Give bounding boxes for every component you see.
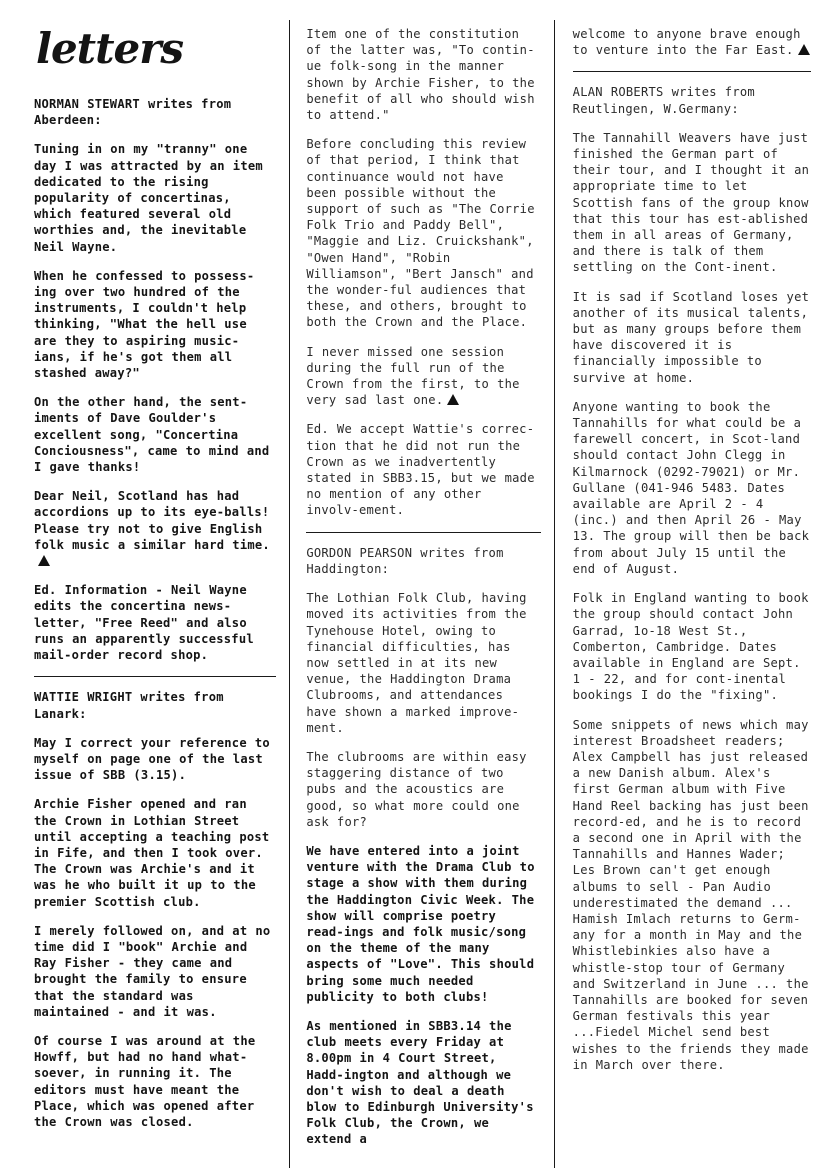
paragraph: As mentioned in SBB3.14 the club meets every Friday at 8.00pm in 4 Court Street, Hadd-ington and although we don't wish to deal a death blow to Edinburgh University's Folk Club, the Crown, we extend a [306, 1018, 534, 1147]
author-place: Lanark: [34, 706, 87, 721]
author-name: ALAN ROBERTS [572, 85, 664, 100]
end-of-letter-triangle-icon [798, 44, 810, 55]
author-intro: writes from [412, 545, 504, 560]
paragraph-text: Dear Neil, Scotland has had accordions up to its eye-balls! Please try not to give English folk music a similar hard time. [34, 489, 270, 552]
paragraph: On the other hand, the sent-iments of Dave Goulder's excellent song, "Concertina Conciousness", came to mind and I gave thanks! [34, 395, 270, 475]
letter-header-gordon-pearson [306, 545, 540, 577]
paragraph: Some snippets of news which may interest Broadsheet readers; Alex Campbell has just released a new Danish album. Alex's first German album with Five Hand Reel backing has just been record-ed, and he is to record a second one in April with the Tannahills and Hannes Wader; Les Brown can't get enough albums to sell - Pan Audio underestimated the demand ... Hamish Imlach returns to Germ-any for a month in May and the Whistlebinkies also have a whistle-stop tour of Germany and Switzerland in June ... the Tannahills are booked for seven German festivals this year ...Fiedel Michel send best wishes to the friends they made in March over there. [572, 717, 809, 1072]
paragraph-with-end-mark [573, 26, 811, 58]
paragraph-text: welcome to anyone brave enough to venture into the Far East. [572, 27, 801, 58]
end-of-letter-triangle-icon [38, 555, 50, 566]
paragraph: Of course I was around at the Howff, but had no hand what-soever, in running it. The editors must have meant the Place, which was opened after the Crown was closed. [34, 1033, 256, 1129]
page-title: letters [36, 24, 183, 73]
author-place: Aberdeen: [34, 113, 102, 128]
paragraph: May I correct your reference to myself on page one of the last issue of SBB (3.15). [34, 735, 270, 783]
paragraph-text: I never missed one session during the full run of the Crown from the first, to the very sad last one. [306, 344, 520, 408]
divider [34, 676, 276, 677]
column-three [557, 26, 811, 1158]
paragraph: Tuning in on my "tranny" one day I was attracted by an item dedicated to the rising popularity of concertinas, which featured several old worthies and, the inevitable Neil Wayne. [34, 142, 263, 254]
letter-header-alan-roberts [573, 84, 811, 116]
divider [306, 532, 540, 533]
paragraph: Anyone wanting to book the Tannahills for what could be a farewell concert, in Scot-land should contact John Clegg in Kilmarnock (0292-79021) or Mr. Gullane (041-946 5483. Dates available are April 2 - 4 (inc.) and then April 26 - May 13. The group will then be back from about July 15 until the end of August. [572, 399, 810, 576]
author-name: NORMAN STEWART [34, 97, 140, 111]
paragraph: It is sad if Scotland loses yet another of its musical talents, but as many groups before them have discovered it is financially impossible to survive at home. [572, 289, 810, 385]
author-place: Reutlingen, W.Germany: [572, 101, 739, 116]
letter-header-wattie-wright [34, 689, 276, 721]
author-intro: writes from [132, 690, 224, 705]
author-name: WATTIE WRIGHT [34, 690, 133, 705]
end-of-letter-triangle-icon [447, 394, 459, 405]
author-intro: writes from [139, 97, 232, 111]
paragraph-with-end-mark [34, 488, 276, 569]
paragraph: The Lothian Folk Club, having moved its activities from the Tynehouse Hotel, owing to financial difficulties, has now settled in at its new venue, the Haddington Drama Clubrooms, and attendances have shown a marked improve-ment. [306, 591, 527, 735]
paragraph: Folk in England wanting to book the group should contact John Garrad, 1o-18 West St., Comberton, Cambridge. Dates available in England are Sept. 1 - 22, and for cont-inental bookings I do the "fixing". [572, 591, 809, 703]
paragraph-with-end-mark [306, 344, 540, 409]
editor-note: Ed. We accept Wattie's correc-tion that he did not run the Crown as we inadvertently stated in SBB3.15, but we made no mention of any other involv-ement. [306, 422, 535, 518]
paragraph: The clubrooms are within easy staggering distance of two pubs and the acoustics are good, so what more could one ask for? [306, 749, 527, 829]
paragraph: When he confessed to possess-ing over two hundred of the instruments, I couldn't help thinking, "What the hell use are they to aspiring music-ians, if he's got them all stashed away?" [34, 268, 255, 381]
paragraph: The Tannahill Weavers have just finished the German part of their tour, and I thought it an appropriate time to let Scottish fans of the group know that this tour has est-ablished them in all areas of Germany, and there is talk of them settling on the Cont-inent. [572, 130, 810, 275]
author-name: GORDON PEARSON [306, 545, 413, 560]
column-one [34, 26, 292, 1158]
paragraph: Item one of the constitution of the latter was, "To contin-ue folk-song in the manner shown by Archie Fisher, to the benefit of all who should wish to attend." [306, 27, 535, 123]
divider [573, 71, 811, 72]
paragraph: Archie Fisher opened and ran the Crown in Lothian Street until accepting a teaching post in Fife, and then I took over. The Crown was Archie's and it was he who built it up to the premier Scottish club. [34, 797, 270, 909]
author-intro: writes from [663, 85, 755, 100]
letter-header-norman-stewart [34, 96, 276, 128]
paragraph: We have entered into a joint venture with the Drama Club to stage a show with them during the Haddington Civic Week. The show will comprise poetry read-ings and folk music/song on the theme of the many aspects of "Love". This should bring some much needed publicity to both clubs! [306, 843, 535, 1004]
paragraph: Before concluding this review of that period, I think that continuance would not have been possible without the support of such as "The Corrie Folk Trio and Paddy Bell", "Maggie and Liz. Cruickshank", "Owen Hand", "Robin Williamson", "Bert Jansch" and the wonder-ful audiences that these, and others, brought to both the Crown and the Place. [306, 137, 535, 330]
author-place: Haddington: [306, 561, 390, 576]
column-two [292, 26, 556, 1158]
paragraph: I merely followed on, and at no time did I "book" Archie and Ray Fisher - they came and brought the family to ensure that the standard was maintained - and it was. [34, 923, 271, 1019]
editor-note: Ed. Information - Neil Wayne edits the concertina news-letter, "Free Reed" and also runs an apparently successful mail-order record shop. [34, 583, 254, 663]
